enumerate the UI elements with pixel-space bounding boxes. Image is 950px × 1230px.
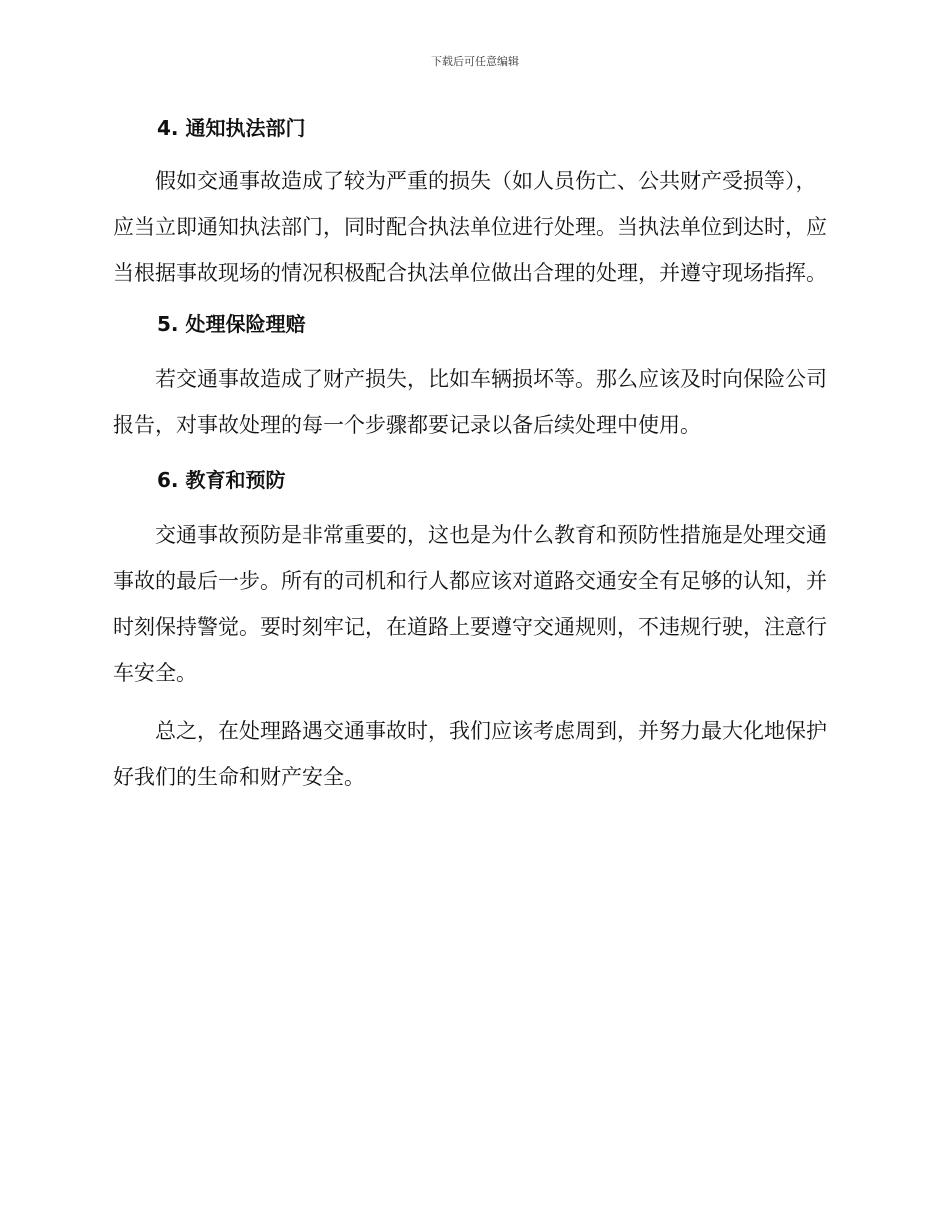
conclusion-paragraph: 总之，在处理路遇交通事故时，我们应该考虑周到，并努力最大化地保护好我们的生命和财产安全。: [113, 719, 827, 789]
section-paragraph-education-prevention: 交通事故预防是非常重要的，这也是为什么教育和预防性措施是处理交通事故的最后一步。所有的司机和行人都应该对道路交通安全有足够的认知，并时刻保持警觉。要时刻牢记，在道路上要遵守交通规则，不违规行驶，注意行车安全。: [113, 523, 827, 685]
document-body: [113, 110, 831, 800]
section-heading-insurance-claim: 5. 处理保险理赔: [157, 312, 306, 336]
page-header: 下载后可任意编辑: [431, 55, 519, 68]
section-heading-notify-police: 4. 通知执法部门: [157, 116, 306, 140]
section-heading-education-prevention: 6. 教育和预防: [157, 468, 286, 492]
section-paragraph-notify-police: 假如交通事故造成了较为严重的损失（如人员伤亡、公共财产受损等），应当立即通知执法部门，同时配合执法单位进行处理。当执法单位到达时，应当根据事故现场的情况积极配合执法单位做出合理的处理，并遵守现场指挥。: [113, 169, 827, 285]
section-paragraph-insurance-claim: 若交通事故造成了财产损失，比如车辆损坏等。那么应该及时向保险公司报告，对事故处理的每一个步骤都要记录以备后续处理中使用。: [113, 367, 827, 437]
